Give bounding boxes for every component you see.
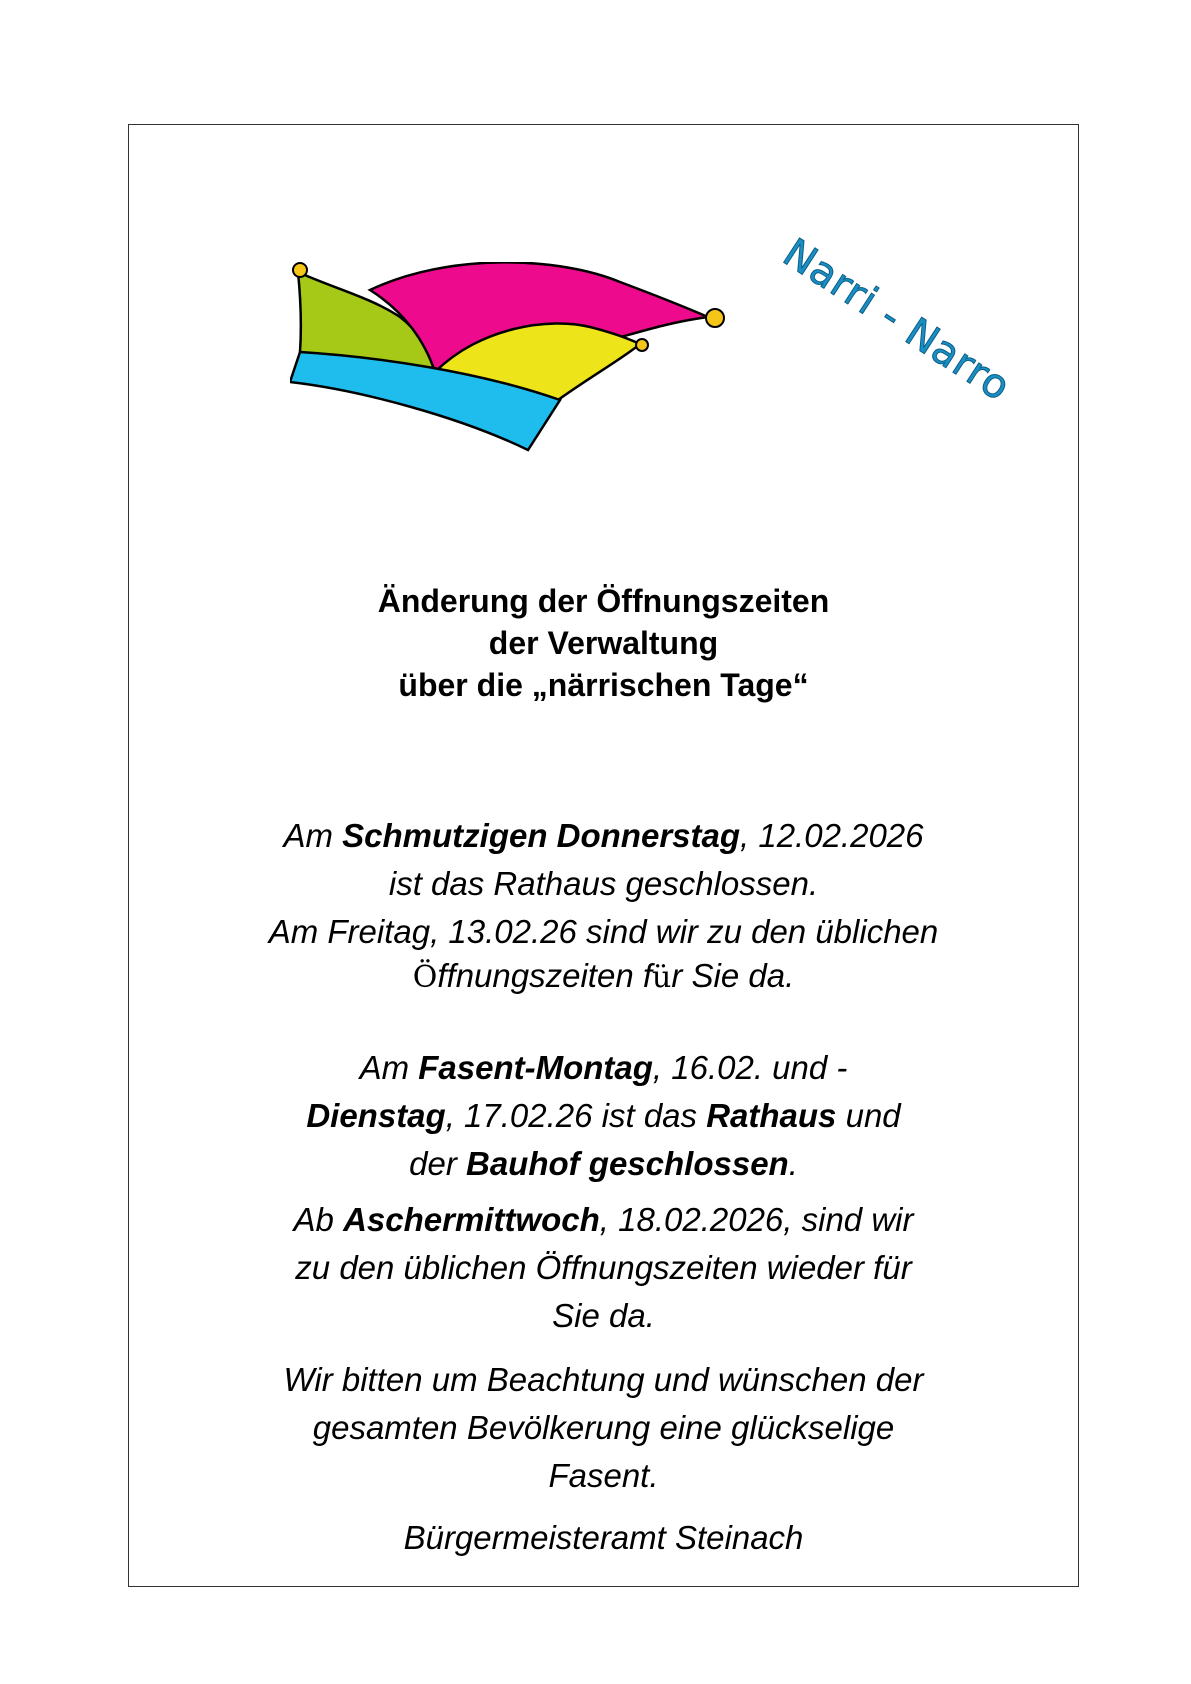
notice-line: Am Freitag, 13.02.26 sind wir zu den üblichen [268, 913, 939, 950]
notice-line [128, 1044, 1079, 1092]
signature [128, 1514, 1079, 1562]
bell-right [706, 309, 724, 327]
notice-line [128, 952, 1079, 1002]
notice-line: zu den üblichen Öffnungszeiten wieder für [295, 1249, 912, 1286]
notice-line: Fasent. [548, 1457, 659, 1494]
text: r Sie da. [671, 957, 795, 994]
notice-block-greeting [128, 1356, 1079, 1500]
text: Ab [293, 1201, 344, 1238]
text: und [836, 1097, 901, 1134]
narri-narro-slogan: Narri - Narro [774, 230, 1019, 411]
notice-line: Sie da. [552, 1297, 655, 1334]
page-title [128, 580, 1079, 706]
emphasis: Rathaus [706, 1097, 837, 1134]
emphasis: Bauhof geschlossen [465, 1145, 789, 1182]
text: Am [359, 1049, 419, 1086]
text: , 18.02.2026, sind wir [599, 1201, 914, 1238]
text: , 17.02.26 ist das [445, 1097, 707, 1134]
title-line-3: über die „närrischen Tage“ [398, 667, 809, 703]
text: . [788, 1145, 798, 1182]
text: ü [652, 960, 672, 995]
notice-block-thursday [128, 812, 1079, 1002]
signature-line: Bürgermeisteramt Steinach [403, 1519, 804, 1556]
text: Ö [412, 960, 438, 995]
notice-line [128, 812, 1079, 860]
text: , 12.02.2026 [740, 817, 924, 854]
notice-line: Wir bitten um Beachtung und wünschen der [283, 1361, 924, 1398]
bell-middle [636, 339, 648, 351]
title-line-1: Änderung der Öffnungszeiten [377, 583, 830, 619]
day-name: Dienstag [306, 1097, 446, 1134]
title-line-2: der Verwaltung [488, 625, 719, 661]
notice-block-ashwednesday [128, 1196, 1079, 1340]
notice-line: gesamten Bevölkerung eine glückselige [312, 1409, 895, 1446]
day-name: Aschermittwoch [343, 1201, 600, 1238]
notice-line [128, 1140, 1079, 1188]
notice-line: ist das Rathaus geschlossen. [388, 865, 819, 902]
day-name: Schmutzigen Donnerstag [342, 817, 741, 854]
text: Am [283, 817, 343, 854]
notice-block-monday [128, 1044, 1079, 1188]
text: ffnungszeiten f [437, 957, 653, 994]
day-name: Fasent-Montag [418, 1049, 653, 1086]
text: der [409, 1145, 466, 1182]
notice-line [128, 1092, 1079, 1140]
bell-left [293, 263, 307, 277]
notice-line [128, 1196, 1079, 1244]
text: , 16.02. und - [652, 1049, 848, 1086]
jester-cap-icon [290, 262, 790, 502]
